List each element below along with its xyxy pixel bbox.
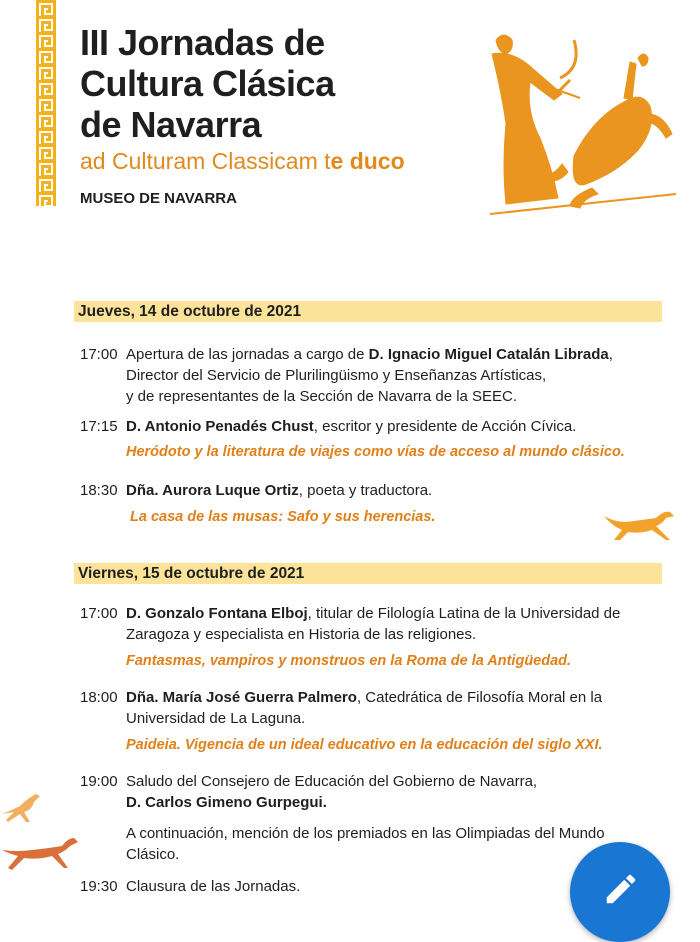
event-title: III Jornadas de Cultura Clásica de Navarra (80, 22, 335, 145)
greek-vase-figure-icon (462, 28, 676, 216)
edit-fab-button[interactable] (570, 842, 670, 942)
poster: III Jornadas de Cultura Clásica de Navarra ad Culturam Classicam te duco MUSEO DE NAVARRA Jueves, 14 de octubre de 2021 17:00 Apertura de las jornadas a cargo de D. Ignacio Miguel Catalán Librada, Director del Servicio de Plurilingüismo y Enseñanzas Artísticas, y de representantes de la Sección de Navarra de la SEEC. 17:15 D. Antonio Penadés Chust, escritor y presidente de Acción Cívica. Heródoto y la literatura de viajes como vías de acceso al mundo clásico. 18:30 Dña. Aurora Luque Ortiz, poeta y traductora. La casa de las musas: Safo y sus herencias. Viernes, 15 de octubre de 2021 17:00 D. Gonzalo Fontana Elboj, titular de Filología Latina de la Universidad de Zaragoza y especialista en Historia de las religiones. Fantasmas, vampiros y monstruos en la Roma de la Antigüedad. 18:00 Dña. María José Guerra Palmero, Catedrática de Filosofía Moral en la Universidad de La Laguna. Paideia. Vigencia de un ideal educativo en la educación del siglo XXI. 19:00 Saludo del Consejero de Educación del Gobierno de Navarra, D. Carlos Gimeno Gurpegui. A continuación, mención de los premiados en las Olimpiadas del Mundo Clásico. 19:30 Clausura de las Jornadas. (0, 0, 700, 921)
motto: ad Culturam Classicam te duco (80, 148, 405, 174)
event-time: 17:00 (80, 346, 118, 363)
leaping-deer-icon (0, 792, 44, 824)
pencil-icon (602, 870, 640, 908)
talk-title: La casa de las musas: Safo y sus herencias. (130, 509, 436, 525)
venue: MUSEO DE NAVARRA (80, 190, 237, 207)
day-heading-friday: Viernes, 15 de octubre de 2021 (74, 563, 662, 584)
day-heading-thursday: Jueves, 14 de octubre de 2021 (74, 301, 662, 322)
running-dog-icon (600, 504, 680, 540)
talk-title: Paideia. Vigencia de un ideal educativo en la educación del siglo XXI. (126, 737, 603, 753)
talk-title: Fantasmas, vampiros y monstruos en la Roma de la Antigüedad. (126, 653, 572, 669)
greek-key-border-icon (36, 0, 56, 206)
talk-title: Heródoto y la literatura de viajes como vías de acceso al mundo clásico. (126, 444, 625, 460)
running-hound-icon (0, 834, 80, 870)
